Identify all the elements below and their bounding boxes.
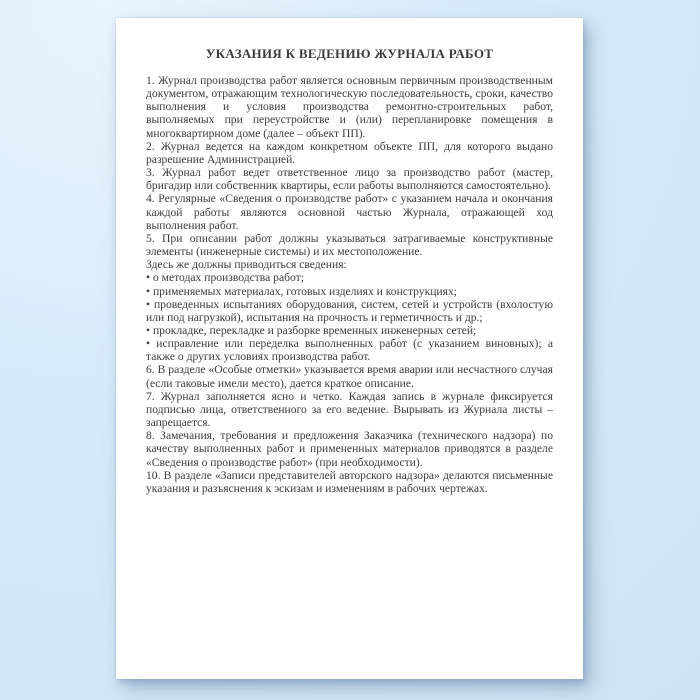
paragraph: 8. Замечания, требования и предложения Заказчика (технического надзора) по качеству выполненных работ и примененных материалов приводятся в разделе «Сведения о производстве работ» (при необходимости). bbox=[146, 429, 553, 469]
paragraph: • применяемых материалах, готовых изделиях и конструкциях; bbox=[146, 284, 457, 298]
paragraph: 7. Журнал заполняется ясно и четко. Каждая запись в журнале фиксируется подписью лица, ответственного за его ведение. Вырывать из Журнала листы – запрещается. bbox=[146, 389, 553, 430]
paragraph: Здесь же должны приводиться сведения: bbox=[146, 258, 347, 272]
paragraph: • проведенных испытаниях оборудования, систем, сетей и устройств (вхолостую или под нагрузкой), испытания на прочность и герметичность и др.; bbox=[146, 297, 553, 324]
paragraph: 5. При описании работ должны указываться затрагиваемые конструктивные элементы (инженерные системы) и их местоположение. bbox=[146, 231, 553, 259]
paragraph: 3. Журнал работ ведет ответственное лицо за производство работ (мастер, бригадир или собственник квартиры, если работы выполняются самостоятельно). bbox=[146, 166, 553, 193]
paragraph: • прокладке, перекладке и разборке временных инженерных сетей; bbox=[146, 323, 477, 337]
paragraph: 4. Регулярные «Сведения о производстве работ» с указанием начала и окончания каждой работы являются основной частью Журнала, отражающей ход выполнения работ. bbox=[146, 192, 553, 232]
paragraph: 6. В разделе «Особые отметки» указывается время аварии или несчастного случая (если таковые имели место), дается краткое описание. bbox=[146, 363, 553, 390]
paragraph: 1. Журнал производства работ является основным первичным производственным документом, отражающим технологическую последовательность, сроки, качество выполнения и условия производства ремонтно-строительных работ, выполняемых при переустройстве и (или) перепланировке помещения в многоквартирном доме (далее – объект ПП). bbox=[146, 74, 553, 140]
document-body bbox=[146, 74, 553, 495]
paragraph: 10. В разделе «Записи представителей авторского надзора» делаются письменные указания и разъяснения к эскизам и изменениям в рабочих чертежах. bbox=[146, 468, 553, 495]
paragraph: 2. Журнал ведется на каждом конкретном объекте ПП, для которого выдано разрешение Администрацией. bbox=[146, 139, 553, 166]
paragraph: • исправление или переделка выполненных работ (с указанием виновных); а также о других условиях производства работ. bbox=[146, 337, 553, 364]
document-page bbox=[116, 18, 583, 679]
document-title: УКАЗАНИЯ К ВЕДЕНИЮ ЖУРНАЛА РАБОТ bbox=[205, 46, 494, 61]
paragraph: • о методах производства работ; bbox=[146, 271, 304, 285]
